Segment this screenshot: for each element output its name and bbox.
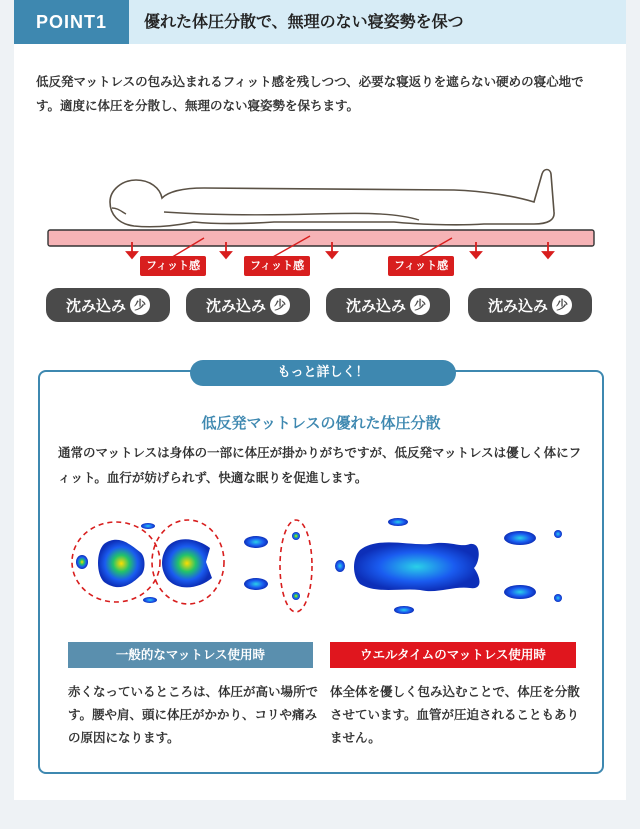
content-card (14, 0, 626, 800)
section-header (14, 0, 626, 44)
sink-pill-label: 沈み込み (65, 296, 126, 315)
pressure-map-standard (68, 514, 318, 624)
few-badge: 少 (130, 295, 150, 315)
section-title: 優れた体圧分散で、無理のない寝姿勢を保つ (144, 12, 464, 31)
weltime-mattress-label: ウエルタイムのマットレス使用時 (330, 642, 576, 668)
sink-pill-label: 沈み込み (345, 296, 406, 315)
sink-pill-label: 沈み込み (487, 296, 548, 315)
more-details-tab: もっと詳しく！ (190, 360, 456, 386)
sink-pill-1 (46, 288, 170, 322)
standard-caption: 赤くなっているところは、体圧が高い場所です。腰や肩、頭に体圧がかかり、コリや痛みの原因になります。 (68, 684, 319, 745)
few-badge: 少 (270, 295, 290, 315)
few-badge: 少 (410, 295, 430, 315)
detail-box (38, 365, 604, 774)
weltime-caption: 体全体を優しく包み込むことで、体圧を分散させています。血管が圧迫されることもありません。 (330, 684, 580, 745)
detail-text: 通常のマットレスは身体の一部に体圧が掛かりがちですが、低反発マットレスは優しく体にフィット。血行が妨げられず、快適な眠りを促進します。 (58, 445, 582, 485)
mattress (48, 230, 594, 246)
body-outline (110, 170, 554, 227)
standard-mattress-label: 一般的なマットレス使用時 (68, 642, 313, 668)
sink-pill-4 (468, 288, 592, 322)
few-badge: 少 (552, 295, 572, 315)
sink-pill-2 (186, 288, 310, 322)
fit-label-1: フィット感 (140, 256, 206, 276)
detail-title: 低反発マットレスの優れた体圧分散 (201, 414, 441, 432)
sink-pill-3 (326, 288, 450, 322)
point-badge: POINT1 (14, 0, 129, 44)
fit-label-2: フィット感 (244, 256, 310, 276)
mattress-diagram (14, 150, 626, 340)
body-arm (164, 212, 419, 220)
fit-label-3: フィット感 (388, 256, 454, 276)
body-face (112, 208, 126, 214)
intro-text: 低反発マットレスの包み込まれるフィット感を残しつつ、必要な寝返りを遮らない硬めの寝心地です。適度に体圧を分散し、無理のない寝姿勢を保ちます。 (36, 74, 584, 113)
sink-pill-label: 沈み込み (205, 296, 266, 315)
pressure-map-weltime (330, 514, 580, 624)
